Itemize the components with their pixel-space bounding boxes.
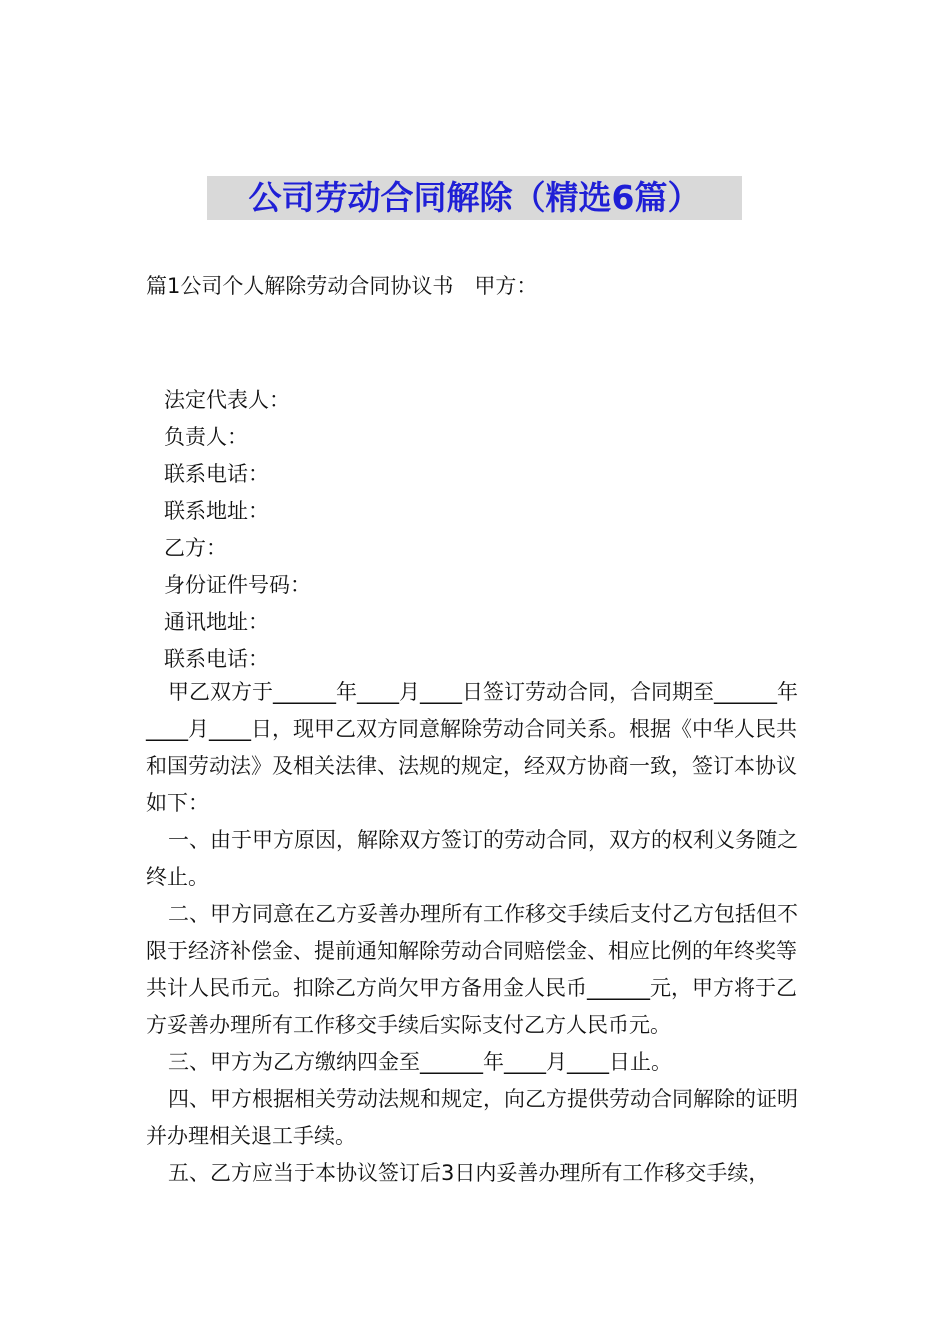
field-mailing-address: 通讯地址： [164,610,269,634]
paragraph-clause-2: 二、甲方同意在乙方妥善办理所有工作移交手续后支付乙方包括但不限于经济补偿金、提前通知解除劳动合同赔偿金、相应比例的年终奖等共计人民币元。扣除乙方尚欠甲方备用金人民币______元，甲方将于乙方妥善办理所有工作移交手续后实际支付乙方人民币元。 [146,902,798,1037]
field-phone-b: 联系电话： [164,647,269,671]
field-person-in-charge: 负责人： [164,425,248,449]
document-title: 公司劳动合同解除（精选6篇） [207,176,742,220]
paragraph-clause-3: 三、甲方为乙方缴纳四金至______年____月____日止。 [168,1050,672,1074]
field-legal-representative: 法定代表人： [164,388,290,412]
section-heading: 篇1公司个人解除劳动合同协议书 甲方： [146,274,538,298]
paragraph-clause-4: 四、甲方根据相关劳动法规和规定，向乙方提供劳动合同解除的证明并办理相关退工手续。 [146,1087,798,1148]
field-id-number: 身份证件号码： [164,573,311,597]
paragraph-clause-1: 一、由于甲方原因，解除双方签订的劳动合同，双方的权利义务随之终止。 [146,828,798,889]
paragraph-preamble: 甲乙双方于______年____月____日签订劳动合同，合同期至______年____月____日，现甲乙双方同意解除劳动合同关系。根据《中华人民共和国劳动法》及相关法律、法规的规定，经双方协商一致，签订本协议如下： [146,680,798,815]
paragraph-clause-5: 五、乙方应当于本协议签订后3日内妥善办理所有工作移交手续， [168,1161,770,1185]
field-phone-a: 联系电话： [164,462,269,486]
field-address-a: 联系地址： [164,499,269,523]
field-party-b: 乙方： [164,536,227,560]
